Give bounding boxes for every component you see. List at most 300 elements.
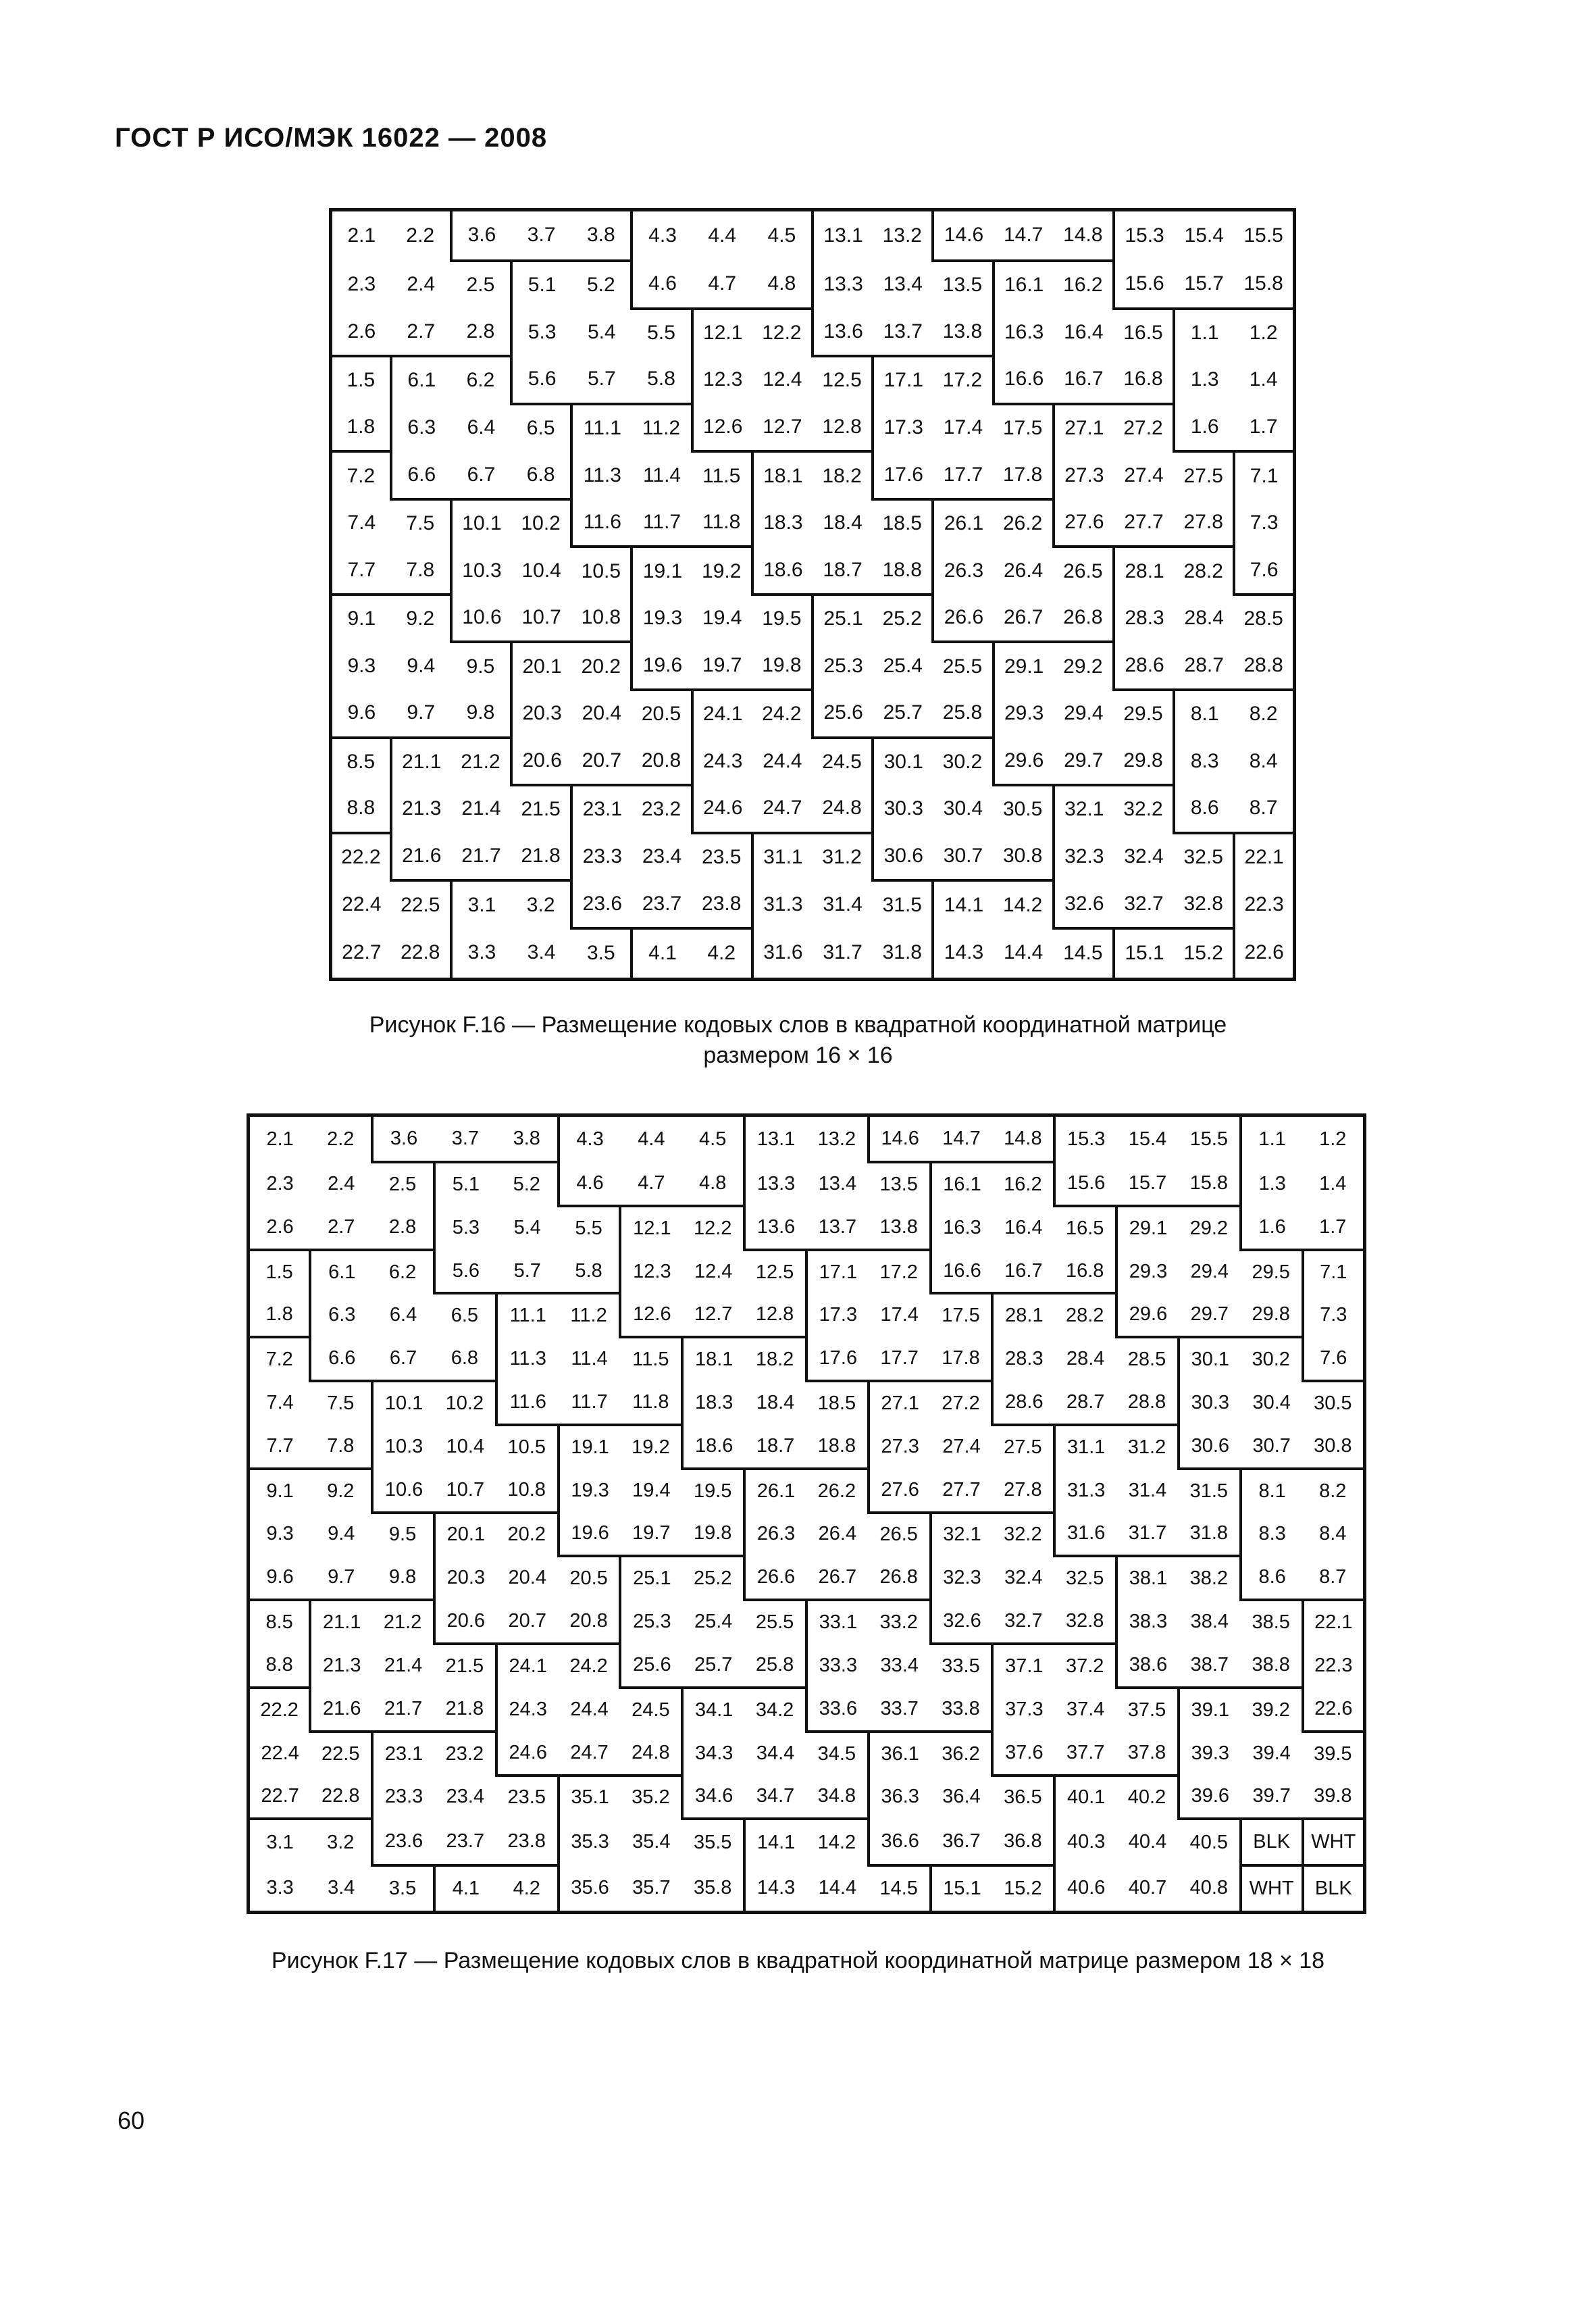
codeword-cell: 12.5 (813, 356, 873, 404)
codeword-cell: 6.7 (467, 463, 496, 486)
codeword-cell: 32.5 (1174, 833, 1234, 881)
codeword-cell: 35.6 (559, 1865, 621, 1913)
matrix-row (331, 642, 1295, 690)
codeword-cell: 14.5 (869, 1865, 931, 1913)
page-number: 60 (118, 2107, 145, 2134)
codeword-cell: 16.7 (1004, 1259, 1043, 1282)
codeword-cell: 27.2 (931, 1381, 993, 1425)
codeword-cell: 22.3 (1234, 880, 1294, 928)
codeword-cell: 1.3 (1241, 1162, 1303, 1206)
codeword-cell: 24.2 (752, 690, 813, 738)
codeword-cell: 29.8 (1252, 1303, 1290, 1326)
codeword-cell: 23.6 (571, 880, 632, 928)
codeword-cell: 4.2 (496, 1865, 559, 1913)
codeword-cell: 32.2 (1114, 785, 1174, 833)
codeword-cell: 6.8 (451, 1347, 479, 1369)
codeword-cell: 26.2 (806, 1469, 869, 1513)
codeword-cell: 40.4 (1128, 1831, 1167, 1853)
codeword-cell: 14.3 (744, 1865, 806, 1913)
codeword-cell: 13.5 (933, 261, 993, 309)
codeword-cell: 25.2 (873, 595, 933, 643)
codeword-cell: 18.2 (813, 451, 873, 499)
codeword-cell: 36.5 (992, 1776, 1054, 1819)
codeword-cell: 24.6 (496, 1732, 559, 1776)
codeword-cell: 21.7 (461, 845, 501, 867)
codeword-cell: 4.8 (767, 272, 796, 295)
codeword-cell: 27.7 (942, 1478, 981, 1501)
codeword-cell: 11.8 (632, 1391, 669, 1413)
matrix-row (249, 1337, 1365, 1381)
codeword-cell: 36.2 (931, 1732, 993, 1776)
codeword-cell: 36.1 (869, 1732, 931, 1776)
codeword-cell: 26.1 (933, 499, 993, 547)
codeword-cell: 38.2 (1179, 1556, 1241, 1600)
codeword-cell: 18.8 (882, 558, 922, 581)
codeword-cell: 15.5 (1243, 224, 1283, 247)
codeword-cell: 23.7 (642, 892, 682, 915)
codeword-cell: 22.2 (249, 1688, 311, 1732)
codeword-cell: 14.4 (1003, 941, 1044, 964)
codeword-cell: 26.4 (1003, 559, 1044, 582)
codeword-cell: 6.4 (389, 1304, 417, 1326)
matrix-row (249, 1513, 1365, 1557)
codeword-cell: 27.8 (1004, 1478, 1042, 1501)
codeword-cell: 7.6 (1234, 547, 1294, 595)
codeword-cell: 30.5 (994, 785, 1054, 833)
codeword-cell: 8.4 (1319, 1523, 1347, 1545)
codeword-cell: 29.8 (1123, 749, 1163, 772)
codeword-cell: 30.8 (1002, 845, 1043, 867)
codeword-cell: 11.7 (642, 511, 681, 534)
codeword-cell: 37.8 (1127, 1741, 1166, 1763)
codeword-cell: 35.2 (620, 1776, 682, 1819)
codeword-cell: 5.7 (513, 1259, 541, 1282)
codeword-cell: 7.5 (310, 1381, 372, 1425)
codeword-cell: 28.2 (1054, 1293, 1116, 1337)
codeword-cell: 26.7 (818, 1566, 857, 1588)
codeword-cell: 17.2 (869, 1250, 931, 1294)
codeword-cell: 26.3 (933, 547, 993, 595)
codeword-cell: 16.6 (994, 356, 1054, 404)
codeword-cell: 30.7 (943, 845, 983, 867)
codeword-cell: 19.8 (693, 1522, 732, 1544)
codeword-cell: 32.1 (1054, 785, 1114, 833)
codeword-cell: 9.6 (266, 1566, 294, 1588)
codeword-cell: 24.7 (763, 797, 802, 820)
codeword-cell: 28.4 (1066, 1348, 1105, 1370)
codeword-cell: 1.3 (1174, 356, 1234, 404)
codeword-cell: 12.4 (694, 1260, 733, 1282)
codeword-cell: 18.7 (823, 558, 863, 581)
codeword-cell: 9.3 (347, 654, 376, 677)
codeword-cell: 15.6 (1054, 1162, 1116, 1206)
codeword-cell: 20.4 (508, 1567, 546, 1589)
codeword-cell: 6.2 (372, 1250, 434, 1294)
codeword-cell: 12.4 (763, 368, 802, 391)
codeword-cell: 10.2 (511, 499, 571, 547)
codeword-cell: 27.4 (1124, 463, 1164, 486)
codeword-cell: 1.8 (346, 415, 376, 438)
codeword-cell: 7.3 (1303, 1293, 1365, 1337)
codeword-cell: 19.7 (632, 1522, 671, 1544)
codeword-cell: 23.3 (372, 1776, 434, 1819)
codeword-cell: 27.1 (1054, 404, 1114, 452)
codeword-cell: 16.5 (1114, 309, 1174, 357)
codeword-cell: 1.1 (1241, 1115, 1303, 1162)
codeword-cell: 3.4 (328, 1876, 355, 1898)
codeword-cell: 20.2 (571, 642, 632, 690)
matrix-row (331, 261, 1295, 309)
codeword-cell: 11.8 (702, 511, 741, 534)
codeword-cell: 20.6 (511, 738, 571, 786)
codeword-cell: 1.6 (1174, 404, 1234, 452)
codeword-cell: 40.6 (1054, 1865, 1116, 1913)
matrix-row (331, 451, 1295, 499)
codeword-cell: 31.7 (1128, 1522, 1167, 1544)
codeword-cell: 11.3 (571, 451, 632, 499)
codeword-cell: 17.6 (873, 451, 933, 499)
codeword-cell: 30.4 (1252, 1392, 1291, 1413)
codeword-cell: 40.3 (1054, 1819, 1116, 1865)
codeword-cell: 2.1 (347, 224, 376, 247)
codeword-cell: 30.2 (933, 738, 993, 786)
codeword-cell: 21.7 (384, 1697, 423, 1719)
codeword-cell: 25.5 (933, 642, 993, 690)
codeword-cell: 11.2 (559, 1293, 621, 1337)
codeword-cell: 7.7 (266, 1434, 294, 1457)
codeword-cell: 29.4 (1190, 1260, 1229, 1282)
codeword-cell: 1.6 (1241, 1206, 1303, 1250)
codeword-cell: 25.4 (883, 654, 923, 677)
codeword-cell: 26.2 (994, 499, 1054, 547)
codeword-cell: 34.7 (756, 1785, 795, 1807)
codeword-cell: 9.8 (466, 701, 495, 724)
codeword-cell: 26.6 (933, 595, 993, 643)
codeword-cell: 21.1 (391, 738, 451, 786)
codeword-cell: BLK (1303, 1865, 1365, 1913)
codeword-cell: 37.4 (1066, 1698, 1105, 1720)
codeword-cell: 8.8 (346, 797, 376, 820)
codeword-cell: 11.3 (496, 1337, 559, 1381)
codeword-cell: 19.3 (632, 595, 692, 643)
codeword-cell: 6.7 (389, 1347, 417, 1369)
codeword-cell: 2.6 (266, 1215, 294, 1238)
codeword-cell: 5.4 (587, 320, 616, 343)
codeword-cell: 11.7 (571, 1391, 608, 1413)
codeword-cell: 33.8 (942, 1697, 980, 1719)
codeword-cell: 28.8 (1243, 653, 1283, 676)
codeword-cell: 6.5 (434, 1293, 496, 1337)
codeword-cell: 13.6 (813, 309, 873, 357)
codeword-cell: 10.1 (451, 499, 511, 547)
codeword-cell: 31.8 (882, 941, 922, 964)
codeword-cell: 31.4 (1128, 1479, 1167, 1501)
codeword-cell: 12.1 (692, 309, 752, 357)
codeword-cell: 25.6 (813, 690, 873, 738)
codeword-cell: 10.7 (521, 606, 561, 629)
codeword-cell: 29.4 (1064, 702, 1104, 725)
codeword-cell: 8.5 (331, 738, 391, 786)
codeword-cell: 6.1 (310, 1250, 372, 1294)
codeword-cell: 10.3 (372, 1425, 434, 1469)
codeword-cell: 8.4 (1249, 749, 1278, 772)
codeword-cell: 30.5 (1303, 1381, 1365, 1425)
codeword-cell: 22.1 (1303, 1600, 1365, 1644)
codeword-cell: 4.4 (638, 1128, 665, 1150)
codeword-cell: 19.5 (752, 595, 813, 643)
codeword-cell: 20.2 (496, 1513, 559, 1557)
matrix-row (249, 1688, 1365, 1732)
matrix-row (331, 547, 1295, 595)
codeword-cell: 10.5 (571, 547, 632, 595)
codeword-cell: 28.7 (1066, 1391, 1105, 1413)
codeword-cell: 17.7 (880, 1347, 919, 1369)
codeword-cell: 32.2 (992, 1513, 1054, 1557)
codeword-cell: 31.2 (1116, 1425, 1179, 1469)
codeword-cell: 15.2 (992, 1865, 1054, 1913)
codeword-cell: 2.3 (266, 1172, 294, 1194)
codeword-cell: 16.8 (1065, 1259, 1104, 1282)
codeword-cell: 6.4 (467, 416, 496, 438)
codeword-cell: 26.3 (744, 1513, 806, 1557)
codeword-cell: 27.5 (1174, 451, 1234, 499)
matrix-row (249, 1293, 1365, 1337)
codeword-cell: 12.3 (620, 1250, 682, 1294)
matrix-row (331, 356, 1295, 404)
codeword-cell: 31.6 (752, 928, 813, 980)
matrix-row (331, 833, 1295, 881)
codeword-cell: 21.5 (511, 785, 571, 833)
codeword-cell: 29.6 (994, 738, 1054, 786)
codeword-cell: 16.8 (1123, 368, 1163, 391)
codeword-cell: 11.6 (571, 499, 632, 547)
codeword-cell: 23.6 (372, 1819, 434, 1865)
codeword-cell: 18.1 (752, 451, 813, 499)
codeword-cell: 15.1 (1114, 928, 1174, 980)
codeword-cell: 3.7 (527, 224, 556, 247)
codeword-cell: 24.8 (822, 797, 862, 820)
codeword-cell: 4.6 (559, 1162, 621, 1206)
codeword-cell: 1.5 (331, 356, 391, 404)
codeword-cell: 22.6 (1303, 1688, 1365, 1732)
codeword-cell: 2.4 (407, 273, 436, 296)
codeword-cell: 17.1 (873, 356, 933, 404)
codeword-cell: 9.4 (328, 1523, 355, 1545)
matrix-row (249, 1115, 1365, 1162)
codeword-cell: 22.3 (1303, 1644, 1365, 1688)
codeword-cell: 7.6 (1303, 1337, 1365, 1381)
codeword-cell: 22.1 (1234, 833, 1294, 881)
codeword-cell: 2.2 (327, 1128, 355, 1150)
codeword-cell: 21.3 (391, 785, 451, 833)
codeword-cell: 3.3 (266, 1876, 294, 1898)
codeword-cell: 2.6 (347, 320, 376, 343)
codeword-cell: 17.3 (806, 1293, 869, 1337)
matrix-row (331, 404, 1295, 452)
codeword-cell: 28.2 (1174, 547, 1234, 595)
codeword-cell: 12.1 (620, 1206, 682, 1250)
codeword-cell: 19.4 (702, 607, 742, 630)
codeword-cell: 18.5 (873, 499, 933, 547)
codeword-cell: 12.7 (694, 1303, 733, 1326)
codeword-cell: 12.5 (744, 1250, 806, 1294)
codeword-cell: 9.1 (331, 595, 391, 643)
codeword-cell: 13.1 (813, 210, 873, 261)
codeword-cell: 2.8 (388, 1215, 417, 1238)
codeword-cell: 4.1 (632, 928, 692, 980)
codeword-cell: 35.1 (559, 1776, 621, 1819)
codeword-cell: 25.8 (942, 701, 983, 724)
codeword-cell: 26.8 (879, 1566, 918, 1588)
codeword-cell: 8.2 (1303, 1469, 1365, 1513)
codeword-cell: 26.4 (818, 1523, 857, 1545)
codeword-cell: 24.2 (559, 1644, 621, 1688)
codeword-cell: 9.6 (347, 701, 376, 724)
matrix-row (331, 309, 1295, 357)
codeword-cell: 14.5 (1054, 928, 1114, 980)
codeword-cell: 25.8 (755, 1653, 794, 1676)
codeword-cell: 12.2 (682, 1206, 744, 1250)
codeword-cell: 31.5 (1179, 1469, 1241, 1513)
codeword-cell: 22.6 (1234, 928, 1294, 980)
codeword-cell: 5.2 (571, 261, 632, 309)
codeword-cell: 31.1 (1054, 1425, 1116, 1469)
codeword-cell: 15.3 (1054, 1115, 1116, 1162)
codeword-cell: WHT (1303, 1819, 1365, 1865)
codeword-cell: 27.8 (1183, 511, 1223, 534)
codeword-cell: 31.3 (752, 880, 813, 928)
codeword-cell: 30.1 (1179, 1337, 1241, 1381)
codeword-cell: 38.5 (1241, 1600, 1303, 1644)
codeword-cell: 1.2 (1234, 309, 1294, 357)
codeword-cell: 7.5 (391, 499, 451, 547)
codeword-cell: 3.3 (451, 928, 511, 980)
caption-line: размером 16 × 16 (703, 1042, 893, 1068)
codeword-cell: 32.1 (931, 1513, 993, 1557)
codeword-cell: 24.5 (813, 738, 873, 786)
codeword-cell: 11.4 (642, 463, 681, 486)
codeword-cell: 21.2 (451, 738, 511, 786)
codeword-cell: 20.8 (641, 749, 681, 772)
codeword-cell: 34.8 (817, 1785, 856, 1807)
codeword-cell: 6.5 (511, 404, 571, 452)
codeword-cell: 15.7 (1128, 1172, 1167, 1194)
codeword-cell: 40.1 (1054, 1776, 1116, 1819)
codeword-cell: 16.1 (931, 1162, 993, 1206)
matrix-row (249, 1469, 1365, 1513)
codeword-cell: 21.6 (310, 1688, 372, 1732)
codeword-cell: 22.8 (321, 1785, 360, 1807)
codeword-cell: 5.3 (511, 309, 571, 357)
codeword-cell: 12.6 (620, 1293, 682, 1337)
codeword-cell: 8.3 (1241, 1513, 1303, 1557)
codeword-cell: 29.3 (994, 690, 1054, 738)
codeword-cell: 17.5 (931, 1293, 993, 1337)
codeword-cell: 39.4 (1252, 1742, 1291, 1764)
codeword-cell: 2.8 (466, 320, 495, 343)
codeword-cell: 8.7 (1319, 1566, 1347, 1588)
codeword-cell: 9.8 (388, 1566, 417, 1588)
codeword-cell: 28.3 (1114, 595, 1174, 643)
codeword-cell: 7.2 (331, 451, 391, 499)
codeword-cell: 25.5 (744, 1600, 806, 1644)
codeword-cell: 20.1 (434, 1513, 496, 1557)
codeword-cell: 17.2 (933, 356, 993, 404)
codeword-cell: 12.7 (763, 415, 802, 438)
codeword-cell: 28.3 (992, 1337, 1054, 1381)
codeword-cell: 3.6 (372, 1115, 434, 1162)
codeword-cell: 21.3 (310, 1644, 372, 1688)
codeword-cell: 32.7 (1004, 1610, 1043, 1632)
codeword-cell: 17.8 (1002, 463, 1043, 486)
codeword-cell: 22.5 (391, 880, 451, 928)
codeword-cell: 14.1 (744, 1819, 806, 1865)
codeword-cell: 14.1 (933, 880, 993, 928)
codeword-cell: 16.2 (1054, 261, 1114, 309)
codeword-cell: 18.1 (682, 1337, 744, 1381)
codeword-cell: 7.3 (1234, 499, 1294, 547)
matrix-row (249, 1600, 1365, 1644)
codeword-cell: 19.5 (682, 1469, 744, 1513)
codeword-cell: 13.8 (879, 1215, 918, 1238)
codeword-cell: 36.4 (942, 1786, 981, 1808)
codeword-cell: 25.1 (813, 595, 873, 643)
codeword-cell: 19.2 (620, 1425, 682, 1469)
matrix-row (331, 595, 1295, 643)
codeword-cell: 6.2 (451, 356, 511, 404)
codeword-cell: 28.1 (992, 1293, 1054, 1337)
codeword-cell: 15.8 (1189, 1172, 1229, 1194)
codeword-cell: 8.8 (265, 1653, 293, 1676)
codeword-cell: 9.5 (451, 642, 511, 690)
codeword-cell: 27.2 (1114, 404, 1174, 452)
matrix-row (249, 1732, 1365, 1776)
codeword-cell: 10.7 (446, 1478, 485, 1501)
codeword-cell: 14.2 (994, 880, 1054, 928)
codeword-cell: 10.2 (434, 1381, 496, 1425)
codeword-cell: 22.5 (310, 1732, 372, 1776)
codeword-cell: 34.6 (682, 1776, 744, 1819)
codeword-cell: 27.5 (992, 1425, 1054, 1469)
codeword-cell: 3.2 (310, 1819, 372, 1865)
codeword-cell: 40.8 (1189, 1876, 1229, 1898)
codeword-cell: 29.7 (1190, 1303, 1229, 1326)
codeword-cell: 8.2 (1234, 690, 1294, 738)
codeword-cell: 16.4 (1064, 320, 1104, 343)
codeword-cell: 8.1 (1241, 1469, 1303, 1513)
codeword-cell: 9.3 (266, 1523, 294, 1545)
codeword-cell: 22.7 (261, 1785, 299, 1807)
codeword-cell: 14.7 (942, 1127, 981, 1149)
codeword-cell: 38.6 (1116, 1644, 1179, 1688)
codeword-cell: 17.4 (943, 416, 983, 438)
codeword-cell: 30.1 (873, 738, 933, 786)
codeword-cell: 17.4 (880, 1304, 919, 1326)
codeword-cell: 31.8 (1189, 1522, 1229, 1544)
figure-caption-f17: Рисунок F.17 — Размещение кодовых слов в квадратной координатной матрице размером 18 × 18 (271, 1948, 1325, 1973)
codeword-cell: 1.5 (249, 1250, 311, 1294)
codeword-cell: 37.7 (1066, 1741, 1105, 1763)
codeword-cell: 4.1 (434, 1865, 496, 1913)
codeword-cell: 10.5 (496, 1425, 559, 1469)
codeword-cell: 2.5 (372, 1162, 434, 1206)
codeword-cell: 20.1 (511, 642, 571, 690)
codeword-cell: 5.3 (434, 1206, 496, 1250)
codeword-cell: 14.8 (1063, 224, 1103, 247)
codeword-cell: 16.3 (994, 309, 1054, 357)
codeword-cell: 17.3 (873, 404, 933, 452)
codeword-cell: 9.2 (391, 595, 451, 643)
